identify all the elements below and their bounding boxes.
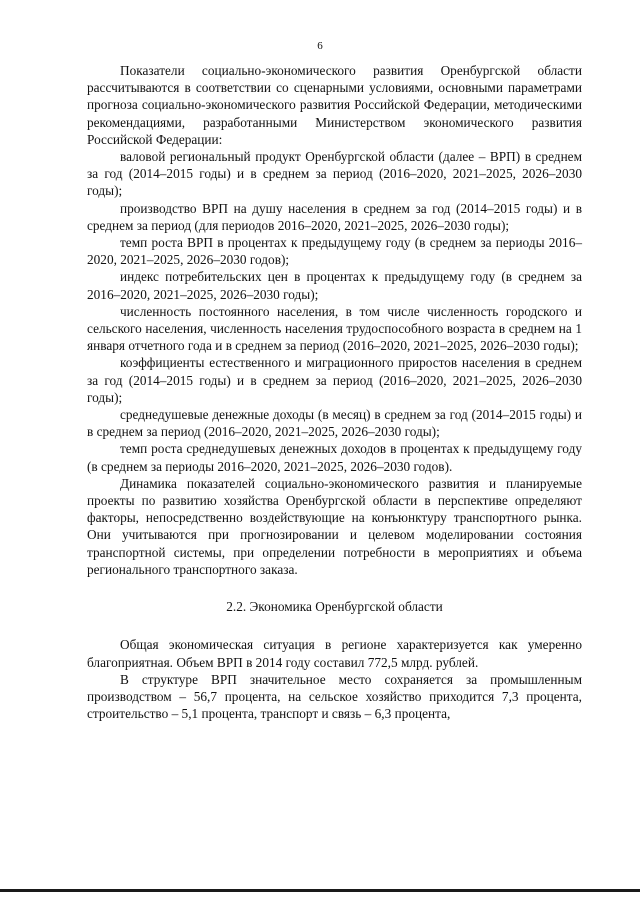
paragraph-dynamics: Динамика показателей социально-экономического развития и планируемые проекты по развитию хозяйства Оренбургской области в перспективе определяют факторы, непосредственно воздействующие на конъюнктуру транспортного рынка. Они учитываются при прогнозировании и целевом моделировании состояния транспортной системы, при определении потребности в мероприятиях и объема регионального транспортного заказа. — [87, 475, 582, 577]
page-number: 6 — [317, 40, 323, 52]
paragraph-intro: Показатели социально-экономического развития Оренбургской области рассчитываются в соответствии со сценарными условиями, основными параметрами прогноза социально-экономического развития Российской Федерации, методическими рекомендациями, разработанными Министерством экономического развития Российской Федерации: — [87, 63, 582, 147]
list-item-grp-per-capita: производство ВРП на душу населения в среднем за год (2014–2015 годы) и в среднем за период (для периодов 2016–2020, 2021–2025, 2026–2030 годы); — [87, 200, 582, 233]
bottom-rule — [0, 889, 640, 892]
paragraph-economic-situation: Общая экономическая ситуация в регионе характеризуется как умеренно благоприятная. Объем ВРП в 2014 году составил 772,5 млрд. рублей. — [87, 637, 582, 670]
list-item-grp: валовой региональный продукт Оренбургской области (далее – ВРП) в среднем за год (2014–2015 годы) и в среднем за период (2016–2020, 2021–2025, 2026–2030 годы); — [87, 149, 582, 199]
list-item-grp-growth: темп роста ВРП в процентах к предыдущему году (в среднем за периоды 2016–2020, 2021–2025, 2026–2030 годов); — [87, 235, 582, 268]
list-item-income: среднедушевые денежные доходы (в месяц) в среднем за год (2014–2015 годы) и в среднем за период (2016–2020, 2021–2025, 2026–2030 годы); — [87, 407, 582, 440]
paragraph-grp-structure: В структуре ВРП значительное место сохраняется за промышленным производством – 56,7 процента, на сельское хозяйство приходится 7,3 процента, строительство – 5,1 процента, транспорт и связь – 6,3 процента, — [87, 671, 582, 722]
document-body — [87, 62, 582, 722]
list-item-cpi: индекс потребительских цен в процентах к предыдущему году (в среднем за 2016–2020, 2021–2025, 2026–2030 годы); — [87, 269, 582, 302]
list-item-income-growth: темп роста среднедушевых денежных доходов в процентах к предыдущему году (в среднем за периоды 2016–2020, 2021–2025, 2026–2030 годов). — [87, 441, 582, 474]
section-heading: 2.2. Экономика Оренбургской области — [226, 599, 443, 615]
list-item-growth-coefficients: коэффициенты естественного и миграционного приростов населения в среднем за год (2014–2015 годы) и в среднем за период (2016–2020, 2021–2025, 2026–2030 годы); — [87, 355, 582, 405]
list-item-population: численность постоянного населения, в том числе численность городского и сельского населения, численность населения трудоспособного возраста в среднем на 1 января отчетного года и в среднем за период (2016–2020, 2021–2025, 2026–2030 годы); — [87, 303, 582, 354]
